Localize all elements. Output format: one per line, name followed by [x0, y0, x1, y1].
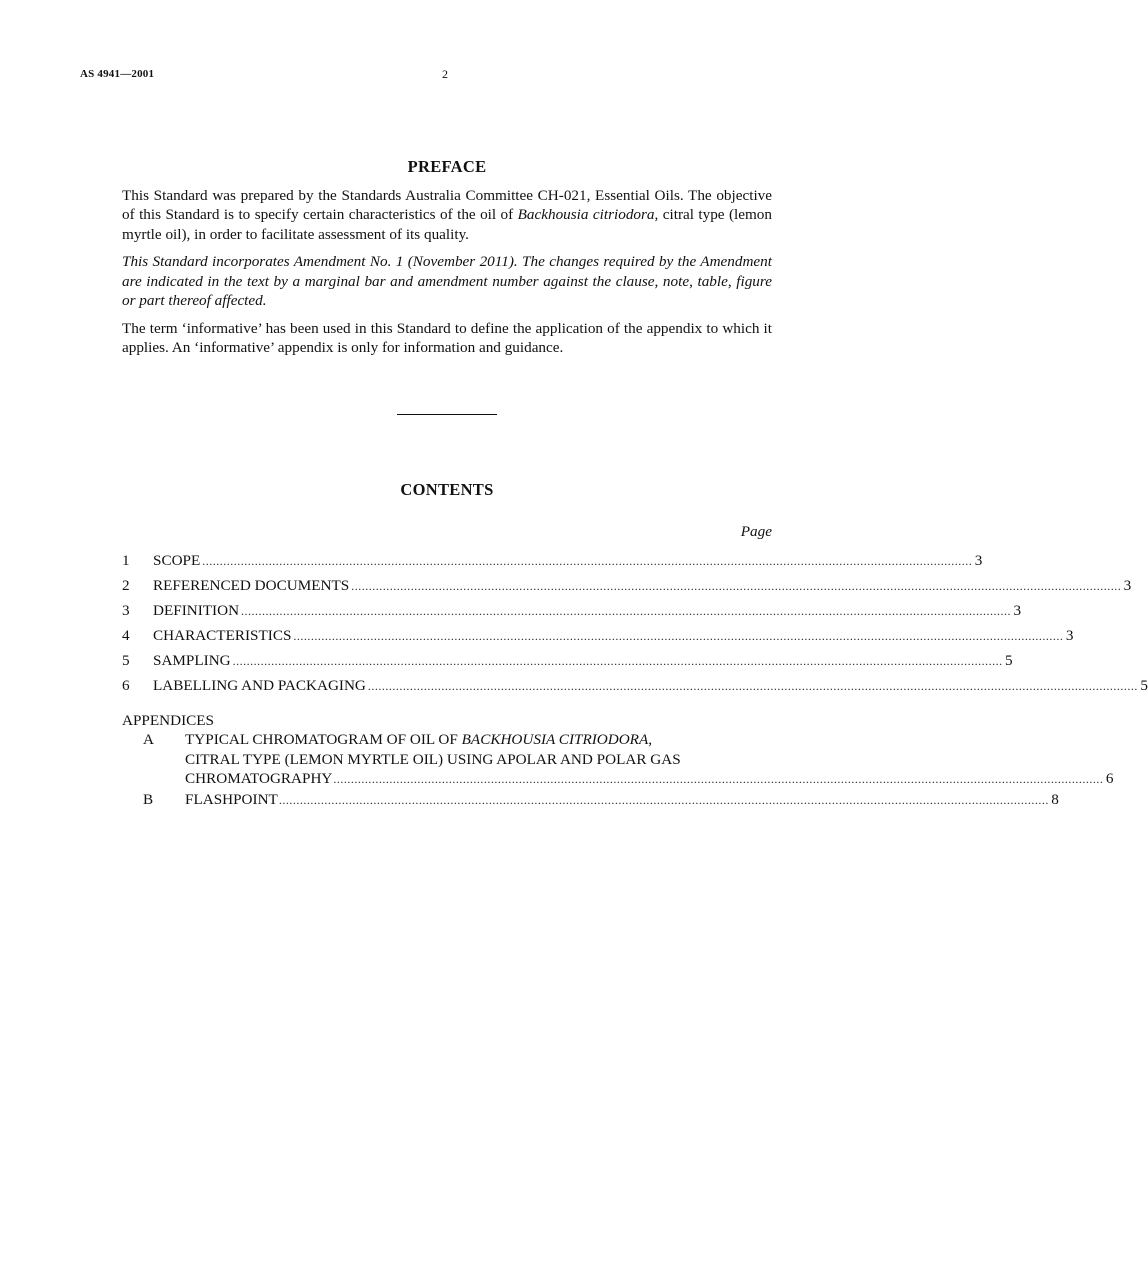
- appendix-letter: B: [143, 790, 154, 808]
- toc-item-labelling-and-packaging[interactable]: [122, 673, 1148, 698]
- toc-item-definition[interactable]: [122, 598, 1022, 623]
- appendix-title: [185, 790, 1059, 811]
- appendix-letter: A: [143, 731, 154, 748]
- amendment-text: This Standard incorporates Amendment No. 1 (November 2011). The changes required by the Amendment are indicated in the text by a marginal bar and amendment number against the clause, note, table, figure or part thereof affected.: [122, 253, 772, 309]
- preface-paragraph-1-text: This Standard was prepared by the Standards Australia Committee CH-021, Essential Oils. The objective of this Standard is to specify certain characteristics of the oil of: [122, 186, 772, 223]
- appendix-title-line-1: [185, 730, 1113, 750]
- appendix-title-last: CHROMATOGRAPHY: [185, 770, 333, 787]
- toc-item-title: SAMPLING: [153, 651, 231, 669]
- toc-item-number: 2: [122, 576, 130, 594]
- toc-item-page: 5: [1140, 676, 1148, 694]
- appendix-page: 8: [1051, 790, 1059, 808]
- toc-item-number: 3: [122, 601, 130, 619]
- toc-item-number: 6: [122, 676, 130, 694]
- section-divider: [397, 414, 497, 415]
- toc-appendix-b[interactable]: [122, 790, 1059, 811]
- appendix-title-line-2: CITRAL TYPE (LEMON MYRTLE OIL) USING APOLAR AND POLAR GAS: [185, 750, 681, 768]
- preface-heading: PREFACE: [407, 157, 487, 176]
- dot-leader: ............................................................................................................................................................................................................................: [367, 678, 1138, 693]
- appendix-title-last: FLASHPOINT: [185, 790, 278, 808]
- toc-item-referenced-documents[interactable]: [122, 573, 1132, 598]
- toc-item-page: 3: [974, 551, 983, 569]
- toc-item-scope[interactable]: [122, 548, 983, 573]
- preface-paragraph-3: The term ‘informative’ has been used in this Standard to define the application of the appendix to which it applies. An ‘informative’ appendix is only for information and guidance.: [122, 319, 772, 356]
- toc-list: [122, 548, 1148, 698]
- preface-paragraph-1: [122, 186, 772, 245]
- preface-paragraph-1-text-end: , citral type (lemon myrtle oil), in order to facilitate assessment of its quality.: [122, 206, 772, 243]
- toc-item-title: DEFINITION: [153, 601, 240, 619]
- appendix-page: 6: [1105, 770, 1114, 787]
- page-number: 2: [442, 67, 448, 81]
- dot-leader: ............................................................................................................................................................................................................................: [232, 653, 1003, 668]
- appendices-heading: APPENDICES: [122, 711, 214, 729]
- appendix-species-name: BACKHOUSIA CITRIODORA: [461, 731, 649, 748]
- toc-item-number: 1: [122, 551, 130, 569]
- amendment-paragraph: [122, 252, 772, 311]
- appendix-title-line-3: [185, 769, 1113, 790]
- page-column-label: Page: [740, 523, 772, 540]
- toc-item-characteristics[interactable]: [122, 623, 1074, 648]
- contents-heading: CONTENTS: [400, 479, 494, 499]
- toc-item-page: 3: [1123, 576, 1132, 594]
- toc-item-page: 5: [1005, 651, 1013, 669]
- toc-item-title: REFERENCED DOCUMENTS: [153, 576, 350, 594]
- dot-leader: ............................................................................................................................................................................................................................: [278, 792, 1049, 807]
- appendix-title-line-1: [185, 790, 1059, 811]
- species-name: Backhousia citriodora: [517, 206, 655, 223]
- toc-item-number: 4: [122, 626, 130, 644]
- dot-leader: ............................................................................................................................................................................................................................: [351, 578, 1122, 593]
- dot-leader: ............................................................................................................................................................................................................................: [293, 628, 1064, 643]
- toc-item-title: CHARACTERISTICS: [153, 626, 292, 644]
- appendix-title-comma: ,: [648, 731, 653, 748]
- appendix-title: [185, 730, 1113, 790]
- toc-item-sampling[interactable]: [122, 648, 1013, 673]
- toc-item-page: 3: [1013, 601, 1022, 619]
- toc-item-page: 3: [1065, 626, 1074, 644]
- toc-item-title: LABELLING AND PACKAGING: [153, 676, 366, 694]
- dot-leader: ............................................................................................................................................................................................................................: [333, 772, 1104, 786]
- page-content: [122, 157, 1148, 810]
- toc-appendix-a[interactable]: [122, 730, 1114, 790]
- toc-item-number: 5: [122, 651, 130, 669]
- appendix-title-text: TYPICAL CHROMATOGRAM OF OIL OF: [185, 731, 462, 748]
- standard-id: AS 4941—2001: [80, 68, 155, 80]
- dot-leader: ............................................................................................................................................................................................................................: [202, 553, 973, 568]
- dot-leader: ............................................................................................................................................................................................................................: [241, 603, 1012, 618]
- toc-item-title: SCOPE: [153, 551, 201, 569]
